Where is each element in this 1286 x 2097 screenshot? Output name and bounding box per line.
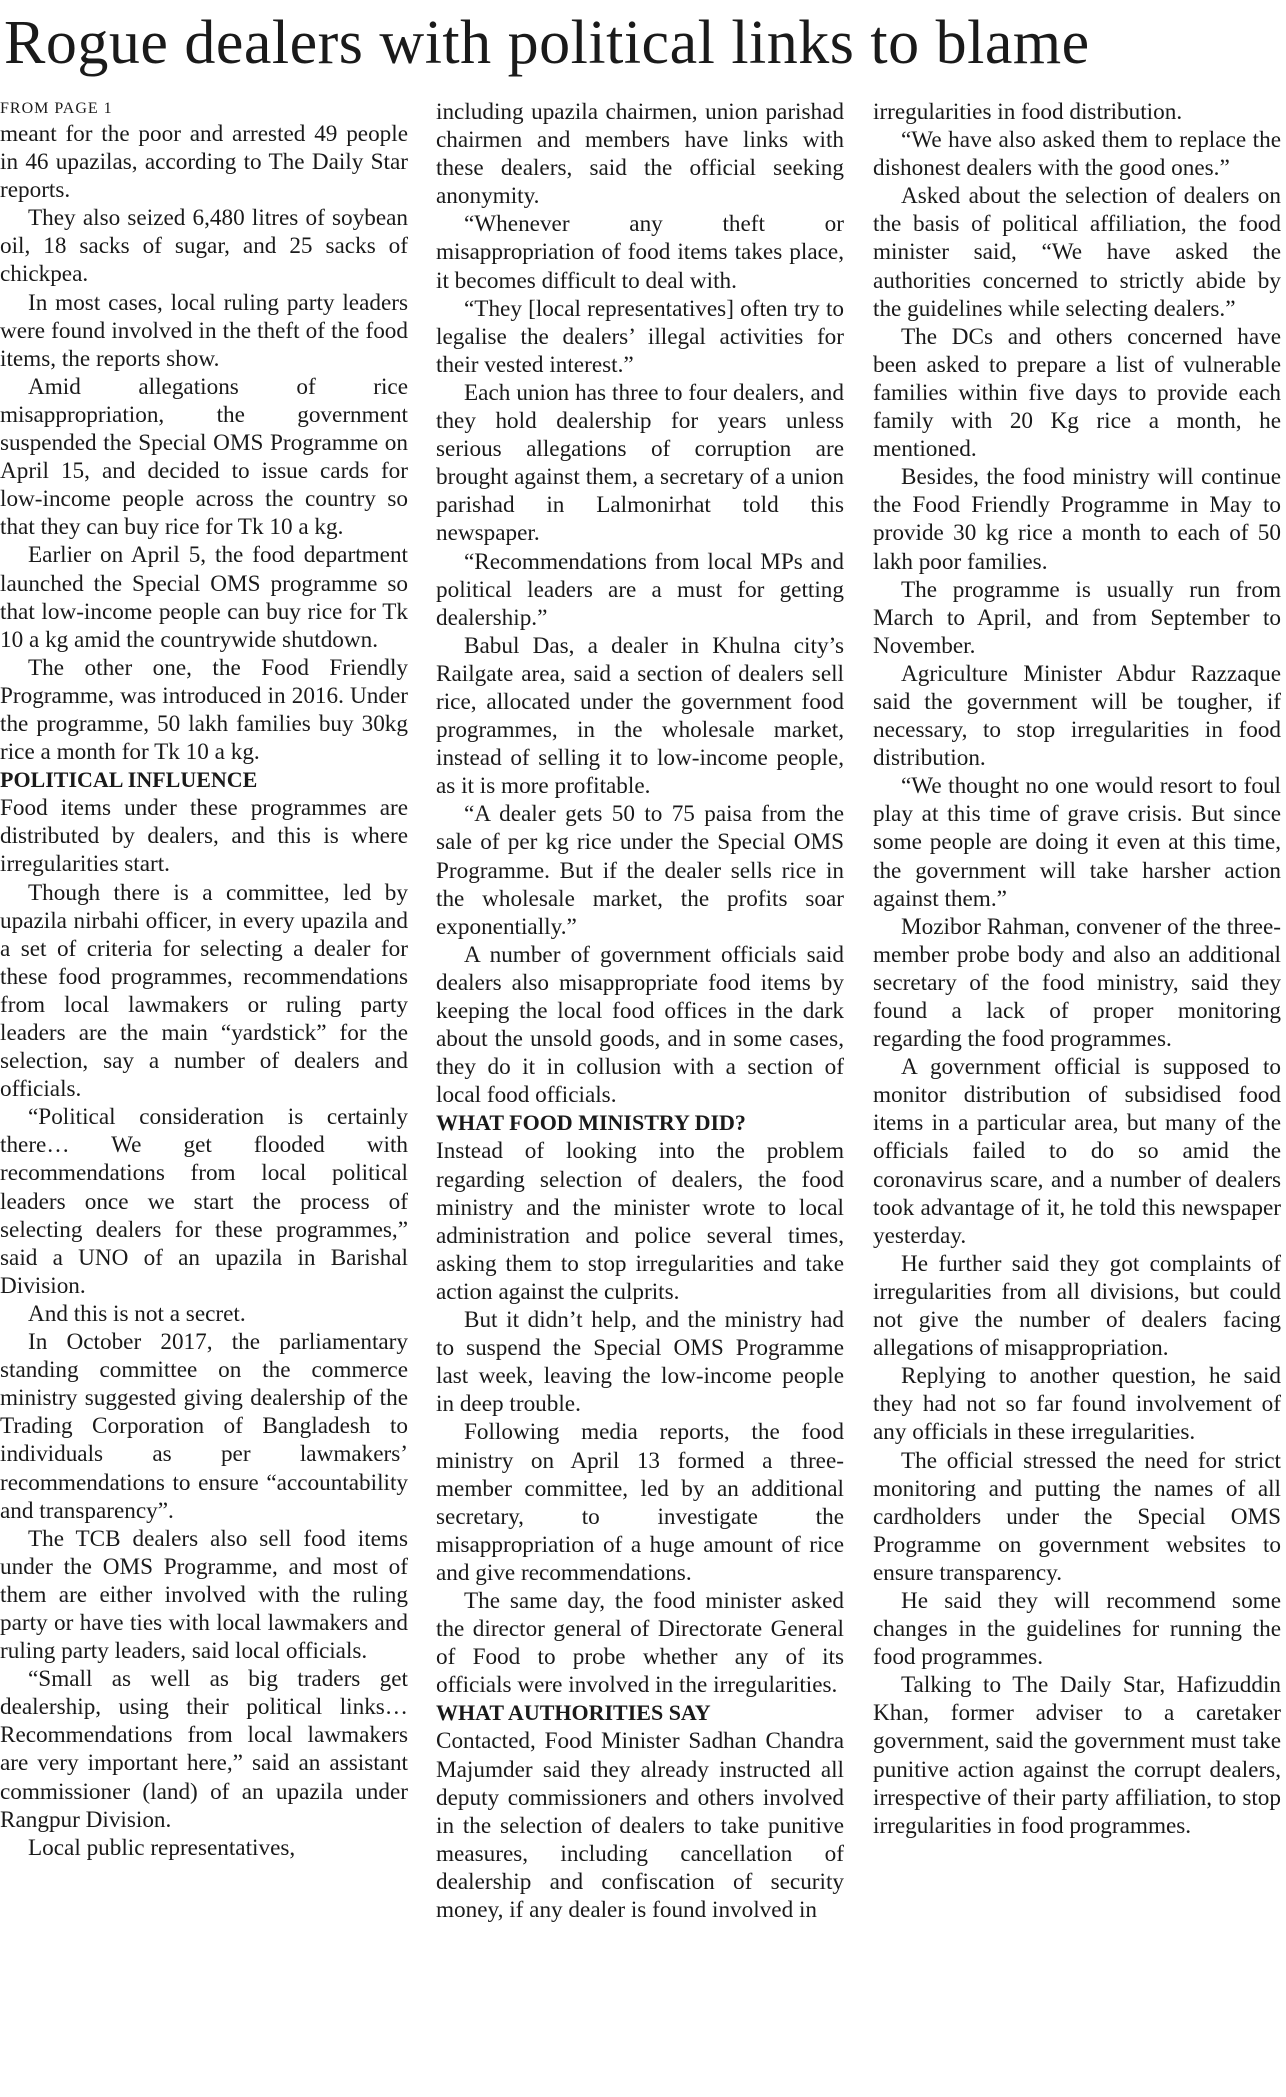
paragraph: A number of government officials said dealers also misappropriate food items by keeping the local food offices in the dark about the unsold goods, and in some cases, they do it in collusion with a section of local food officials.: [436, 941, 844, 1109]
paragraph: Agriculture Minister Abdur Razzaque said the government will be tougher, if necessary, to stop irregularities in food distribution.: [873, 660, 1281, 772]
paragraph: “We thought no one would resort to foul play at this time of grave crisis. But since some people are doing it even at this time, the government will take harsher action against them.”: [873, 773, 1281, 912]
paragraph: He further said they got complaints of irregularities from all divisions, but could not give the number of dealers facing allegations of misappropriation.: [873, 1250, 1281, 1362]
paragraph: Talking to The Daily Star, Hafizuddin Khan, former adviser to a caretaker government, said the government must take punitive action against the corrupt dealers, irrespective of their party affiliation, to stop irregularities in food programmes.: [873, 1672, 1281, 1839]
paragraph: The TCB dealers also sell food items under the OMS Programme, and most of them are either involved with the ruling party or have ties with local lawmakers and ruling party leaders, said local officials.: [0, 1525, 408, 1665]
paragraph: The other one, the Food Friendly Programme, was introduced in 2016. Under the programme, 50 lakh families buy 30kg rice a month for Tk 10 a kg.: [0, 654, 408, 766]
continued-from-page: FROM PAGE 1: [0, 100, 113, 117]
paragraph: They also seized 6,480 litres of soybean oil, 18 sacks of sugar, and 25 sacks of chickpea.: [0, 205, 408, 288]
paragraph: Following media reports, the food ministry on April 13 formed a three-member committee, led by an additional secretary, to investigate the misappropriation of a huge amount of rice and give recommendations.: [436, 1419, 844, 1586]
article-column-2: [436, 98, 844, 1924]
paragraph: Amid allegations of rice misappropriation, the government suspended the Special OMS Programme on April 15, and decided to issue cards for low-income people across the country so that they can buy rice for Tk 10 a kg.: [0, 373, 408, 541]
paragraph: Babul Das, a dealer in Khulna city’s Railgate area, said a section of dealers sell rice, allocated under the government food programmes, in the wholesale market, instead of selling it to low-income people, as it is more profitable.: [436, 632, 844, 800]
paragraph: A government official is supposed to monitor distribution of subsidised food items in a particular area, but many of the officials failed to do so amid the coronavirus scare, and a number of dealers took advantage of it, he told this newspaper yesterday.: [873, 1054, 1281, 1249]
paragraph: “We have also asked them to replace the dishonest dealers with the good ones.”: [873, 127, 1281, 182]
article-column-1: [0, 98, 408, 1862]
paragraph: “Recommendations from local MPs and political leaders are a must for getting dealership.”: [436, 548, 844, 631]
paragraph: Replying to another question, he said they had not so far found involvement of any officials in these irregularities.: [873, 1363, 1281, 1446]
paragraph: meant for the poor and arrested 49 people in 46 upazilas, according to The Daily Star reports.: [0, 121, 408, 204]
paragraph: But it didn’t help, and the ministry had to suspend the Special OMS Programme last week, leaving the low-income people in deep trouble.: [436, 1307, 844, 1418]
section-subhead: POLITICAL INFLUENCE: [0, 767, 258, 793]
paragraph: Contacted, Food Minister Sadhan Chandra Majumder said they already instructed all deputy commissioners and others involved in the selection of dealers to take punitive measures, including cancellation of dealership and confiscation of security money, if any dealer is found involved in: [436, 1728, 844, 1923]
paragraph: “Whenever any theft or misappropriation of food items takes place, it becomes difficult to deal with.: [436, 211, 844, 294]
paragraph: Each union has three to four dealers, and they hold dealership for years unless serious allegations of corruption are brought against them, a secretary of a union parishad in Lalmonirhat told this newspaper.: [436, 379, 844, 547]
paragraph: Instead of looking into the problem regarding selection of dealers, the food ministry and the minister wrote to local administration and police several times, asking them to stop irregularities and take action against the culprits.: [436, 1138, 844, 1305]
column-3-body: [873, 98, 1281, 1840]
paragraph: Local public representatives,: [28, 1834, 296, 1861]
paragraph: “Political consideration is certainly there… We get flooded with recommendations from local political leaders once we start the process of selecting dealers for these programmes,” said a UNO of an upazila in Barishal Division.: [0, 1104, 408, 1299]
section-subhead: WHAT FOOD MINISTRY DID?: [436, 1110, 746, 1136]
paragraph: The DCs and others concerned have been asked to prepare a list of vulnerable families within five days to provide each family with 20 Kg rice a month, he mentioned.: [873, 323, 1281, 463]
paragraph: In October 2017, the parliamentary standing committee on the commerce ministry suggested giving dealership of the Trading Corporation of Bangladesh to individuals as per lawmakers’ recommendations to ensure “accountability and transparency”.: [0, 1329, 408, 1524]
paragraph: In most cases, local ruling party leaders were found involved in the theft of the food items, the reports show.: [0, 289, 408, 372]
paragraph: The official stressed the need for strict monitoring and putting the names of all cardholders under the Special OMS Programme on government websites to ensure transparency.: [873, 1447, 1281, 1586]
paragraph: Food items under these programmes are distributed by dealers, and this is where irregularities start.: [0, 795, 408, 878]
headline: Rogue dealers with political links to blame: [4, 9, 1090, 77]
article-column-3: [873, 98, 1281, 1840]
paragraph: “They [local representatives] often try to legalise the dealers’ illegal activities for their vested interest.”: [436, 295, 844, 378]
paragraph: Asked about the selection of dealers on the basis of political affiliation, the food minister said, “We have asked the authorities concerned to strictly abide by the guidelines while selecting dealers.”: [873, 183, 1281, 322]
paragraph: Earlier on April 5, the food department launched the Special OMS programme so that low-income people can buy rice for Tk 10 a kg amid the countrywide shutdown.: [0, 542, 408, 653]
paragraph: Mozibor Rahman, convener of the three-member probe body and also an additional secretary of the food ministry, said they found a lack of proper monitoring regarding the food programmes.: [873, 913, 1281, 1053]
paragraph: And this is not a secret.: [28, 1300, 246, 1327]
paragraph: The programme is usually run from March to April, and from September to November.: [873, 576, 1281, 659]
paragraph: including upazila chairmen, union parishad chairmen and members have links with these dealers, said the official seeking anonymity.: [436, 99, 844, 210]
paragraph: He said they will recommend some changes in the guidelines for running the food programmes.: [873, 1587, 1281, 1671]
paragraph: The same day, the food minister asked the director general of Directorate General of Food to probe whether any of its officials were involved in the irregularities.: [436, 1587, 844, 1699]
paragraph: “A dealer gets 50 to 75 paisa from the sale of per kg rice under the Special OMS Programme. But if the dealer sells rice in the wholesale market, the profits soar exponentially.”: [436, 801, 844, 940]
column-1-body: [0, 120, 408, 1862]
paragraph: “Small as well as big traders get dealership, using their political links… Recommendations from local lawmakers are very important here,” said an assistant commissioner (land) of an upazila under Rangpur Division.: [0, 1666, 408, 1833]
section-subhead: WHAT AUTHORITIES SAY: [436, 1700, 711, 1726]
paragraph: irregularities in food distribution.: [873, 99, 1183, 125]
paragraph: Though there is a committee, led by upazila nirbahi officer, in every upazila and a set of criteria for selecting a dealer for these food programmes, recommendations from local lawmakers or ruling party leaders are the main “yardstick” for the selection, say a number of dealers and officials.: [0, 879, 408, 1103]
column-2-body: [436, 98, 844, 1924]
paragraph: Besides, the food ministry will continue the Food Friendly Programme in May to provide 30 kg rice a month to each of 50 lakh poor families.: [873, 464, 1281, 575]
